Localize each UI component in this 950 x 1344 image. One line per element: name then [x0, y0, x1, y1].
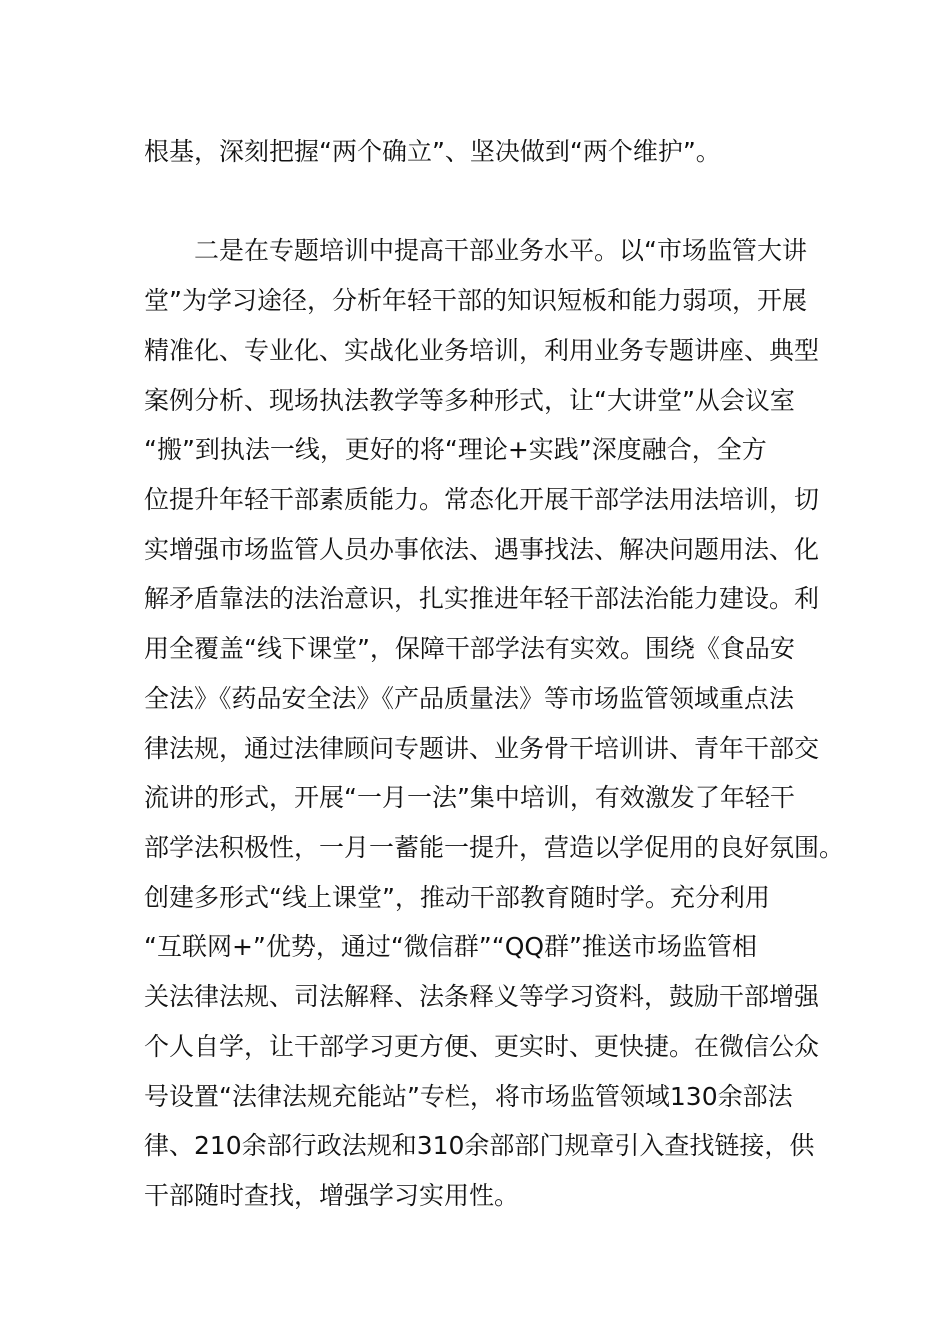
paragraph-line-10: 用全覆盖“线下课堂”，保障干部学法有实效。围绕《食品安: [144, 634, 795, 663]
paragraph-line-15: 创建多形式“线上课堂”，推动干部教育随时学。充分利用: [144, 883, 770, 912]
paragraph-line-14: 部学法积极性，一月一蓄能一提升，营造以学促用的良好氛围。: [144, 833, 845, 862]
paragraph-line-19: 号设置“法律法规充能站”专栏，将市场监管领域130余部法: [144, 1082, 793, 1111]
paragraph-line-20: 律、210余部行政法规和310余部部门规章引入查找链接，供: [144, 1131, 815, 1160]
paragraph-line-13: 流讲的形式，开展“一月一法”集中培训，有效激发了年轻干: [144, 783, 795, 812]
paragraph-line-16: “互联网+”优势，通过“微信群”“QQ群”推送市场监管相: [144, 932, 758, 961]
paragraph-line-2: 二是在专题培训中提高干部业务水平。以“市场监管大讲: [194, 236, 807, 265]
paragraph-line-4: 精准化、专业化、实战化业务培训，利用业务专题讲座、典型: [144, 336, 820, 365]
paragraph-line-12: 律法规，通过法律顾问专题讲、业务骨干培训讲、青年干部交: [144, 734, 820, 763]
paragraph-line-1: 根基，深刻把握“两个确立”、坚决做到“两个维护”。: [144, 137, 721, 166]
paragraph-line-3: 堂”为学习途径，分析年轻干部的知识短板和能力弱项，开展: [144, 286, 807, 315]
paragraph-line-21: 干部随时查找，增强学习实用性。: [144, 1181, 520, 1210]
paragraph-line-7: 位提升年轻干部素质能力。常态化开展干部学法用法培训，切: [144, 485, 820, 514]
paragraph-line-17: 关法律法规、司法解释、法条释义等学习资料，鼓励干部增强: [144, 982, 820, 1011]
paragraph-line-5: 案例分析、现场执法教学等多种形式，让“大讲堂”从会议室: [144, 386, 795, 415]
paragraph-line-8: 实增强市场监管人员办事依法、遇事找法、解决问题用法、化: [144, 535, 820, 564]
paragraph-line-6: “搬”到执法一线，更好的将“理论+实践”深度融合，全方: [144, 435, 767, 464]
paragraph-line-18: 个人自学，让干部学习更方便、更实时、更快捷。在微信公众: [144, 1032, 820, 1061]
paragraph-line-9: 解矛盾靠法的法治意识，扎实推进年轻干部法治能力建设。利: [144, 584, 820, 613]
paragraph-line-11: 全法》《药品安全法》《产品质量法》等市场监管领域重点法: [144, 684, 795, 713]
